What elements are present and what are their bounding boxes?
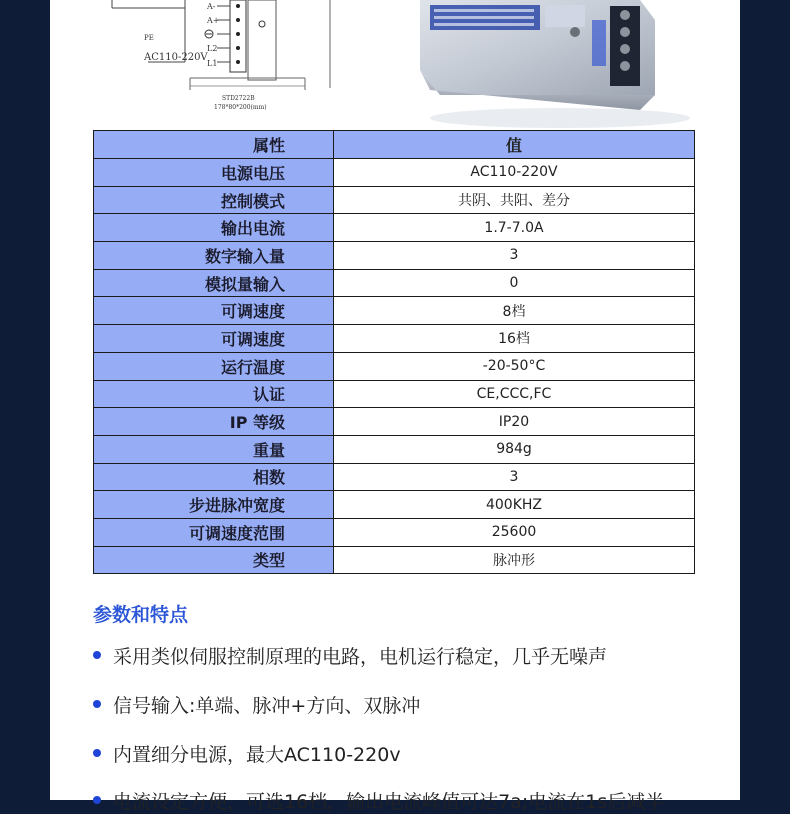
row-value: 共阴、共阳、差分 [334, 186, 695, 214]
row-key: 运行温度 [94, 352, 334, 380]
row-value: 0 [334, 269, 695, 297]
bullet-icon [93, 796, 101, 804]
row-value: 25600 [334, 518, 695, 546]
bullet-icon [93, 749, 101, 757]
bullet-icon [93, 700, 101, 708]
table-row [94, 352, 695, 380]
row-value: IP20 [334, 408, 695, 436]
feature-text: 内置细分电源，最大AC110-220v [113, 744, 401, 766]
row-value: CE,CCC,FC [334, 380, 695, 408]
row-value: 脉冲形 [334, 546, 695, 574]
row-key: 可调速度 [94, 297, 334, 325]
row-key: 认证 [94, 380, 334, 408]
power-label: AC110-220V [144, 52, 208, 63]
table-row [94, 380, 695, 408]
row-value: 3 [334, 242, 695, 270]
table-row [94, 491, 695, 519]
row-key: 电源电压 [94, 159, 334, 187]
table-row [94, 297, 695, 325]
feature-item [93, 691, 733, 717]
product-detail-page [50, 0, 740, 813]
row-key: 重量 [94, 435, 334, 463]
wiring-diagram [90, 0, 340, 122]
row-key: 控制模式 [94, 186, 334, 214]
features-title: 参数和特点 [93, 604, 189, 626]
feature-text: 信号输入:单端、脉冲+方向、双脉冲 [113, 695, 421, 717]
table-row [94, 159, 695, 187]
row-value: 1.7-7.0A [334, 214, 695, 242]
table-header-row [94, 131, 695, 159]
feature-item [93, 642, 733, 668]
terminal-label-a-minus: A- [207, 2, 216, 11]
table-row [94, 214, 695, 242]
feature-text: 电流设定方便，可选16档，输出电流峰值可达7a;电流在1s后减半 [113, 791, 665, 813]
product-photo [410, 0, 690, 128]
header-attribute: 属性 [94, 131, 334, 159]
feature-text: 采用类似伺服控制原理的电路，电机运行稳定，几乎无噪声 [113, 646, 608, 668]
feature-item [93, 740, 733, 766]
bullet-icon [93, 651, 101, 659]
table-row [94, 325, 695, 353]
table-row [94, 463, 695, 491]
row-key: 相数 [94, 463, 334, 491]
terminal-label-a-plus: A+ [207, 16, 220, 25]
row-key: 数字输入量 [94, 242, 334, 270]
row-value: 3 [334, 463, 695, 491]
feature-item [93, 787, 733, 813]
terminal-label-l1: L1 [207, 59, 218, 68]
row-value: 984g [334, 435, 695, 463]
row-key: 可调速度范围 [94, 518, 334, 546]
table-row [94, 518, 695, 546]
row-value: -20-50°C [334, 352, 695, 380]
row-key: 步进脉冲宽度 [94, 491, 334, 519]
row-value: AC110-220V [334, 159, 695, 187]
dimension-label: 178*80*200(mm) [214, 104, 267, 111]
row-key: 模拟量输入 [94, 269, 334, 297]
row-value: 16档 [334, 325, 695, 353]
terminal-label-l2: L2 [207, 44, 218, 53]
row-key: 可调速度 [94, 325, 334, 353]
table-row [94, 546, 695, 574]
terminal-label-pe: PE [144, 34, 154, 42]
table-row [94, 408, 695, 436]
table-row [94, 242, 695, 270]
table-row [94, 269, 695, 297]
header-value: 值 [334, 131, 695, 159]
row-value: 400KHZ [334, 491, 695, 519]
row-key: 类型 [94, 546, 334, 574]
table-row [94, 186, 695, 214]
model-label: STD2722B [222, 95, 255, 102]
table-row [94, 435, 695, 463]
row-value: 8档 [334, 297, 695, 325]
row-key: 输出电流 [94, 214, 334, 242]
spec-table [93, 130, 695, 574]
product-images [50, 0, 740, 128]
row-key: IP 等级 [94, 408, 334, 436]
